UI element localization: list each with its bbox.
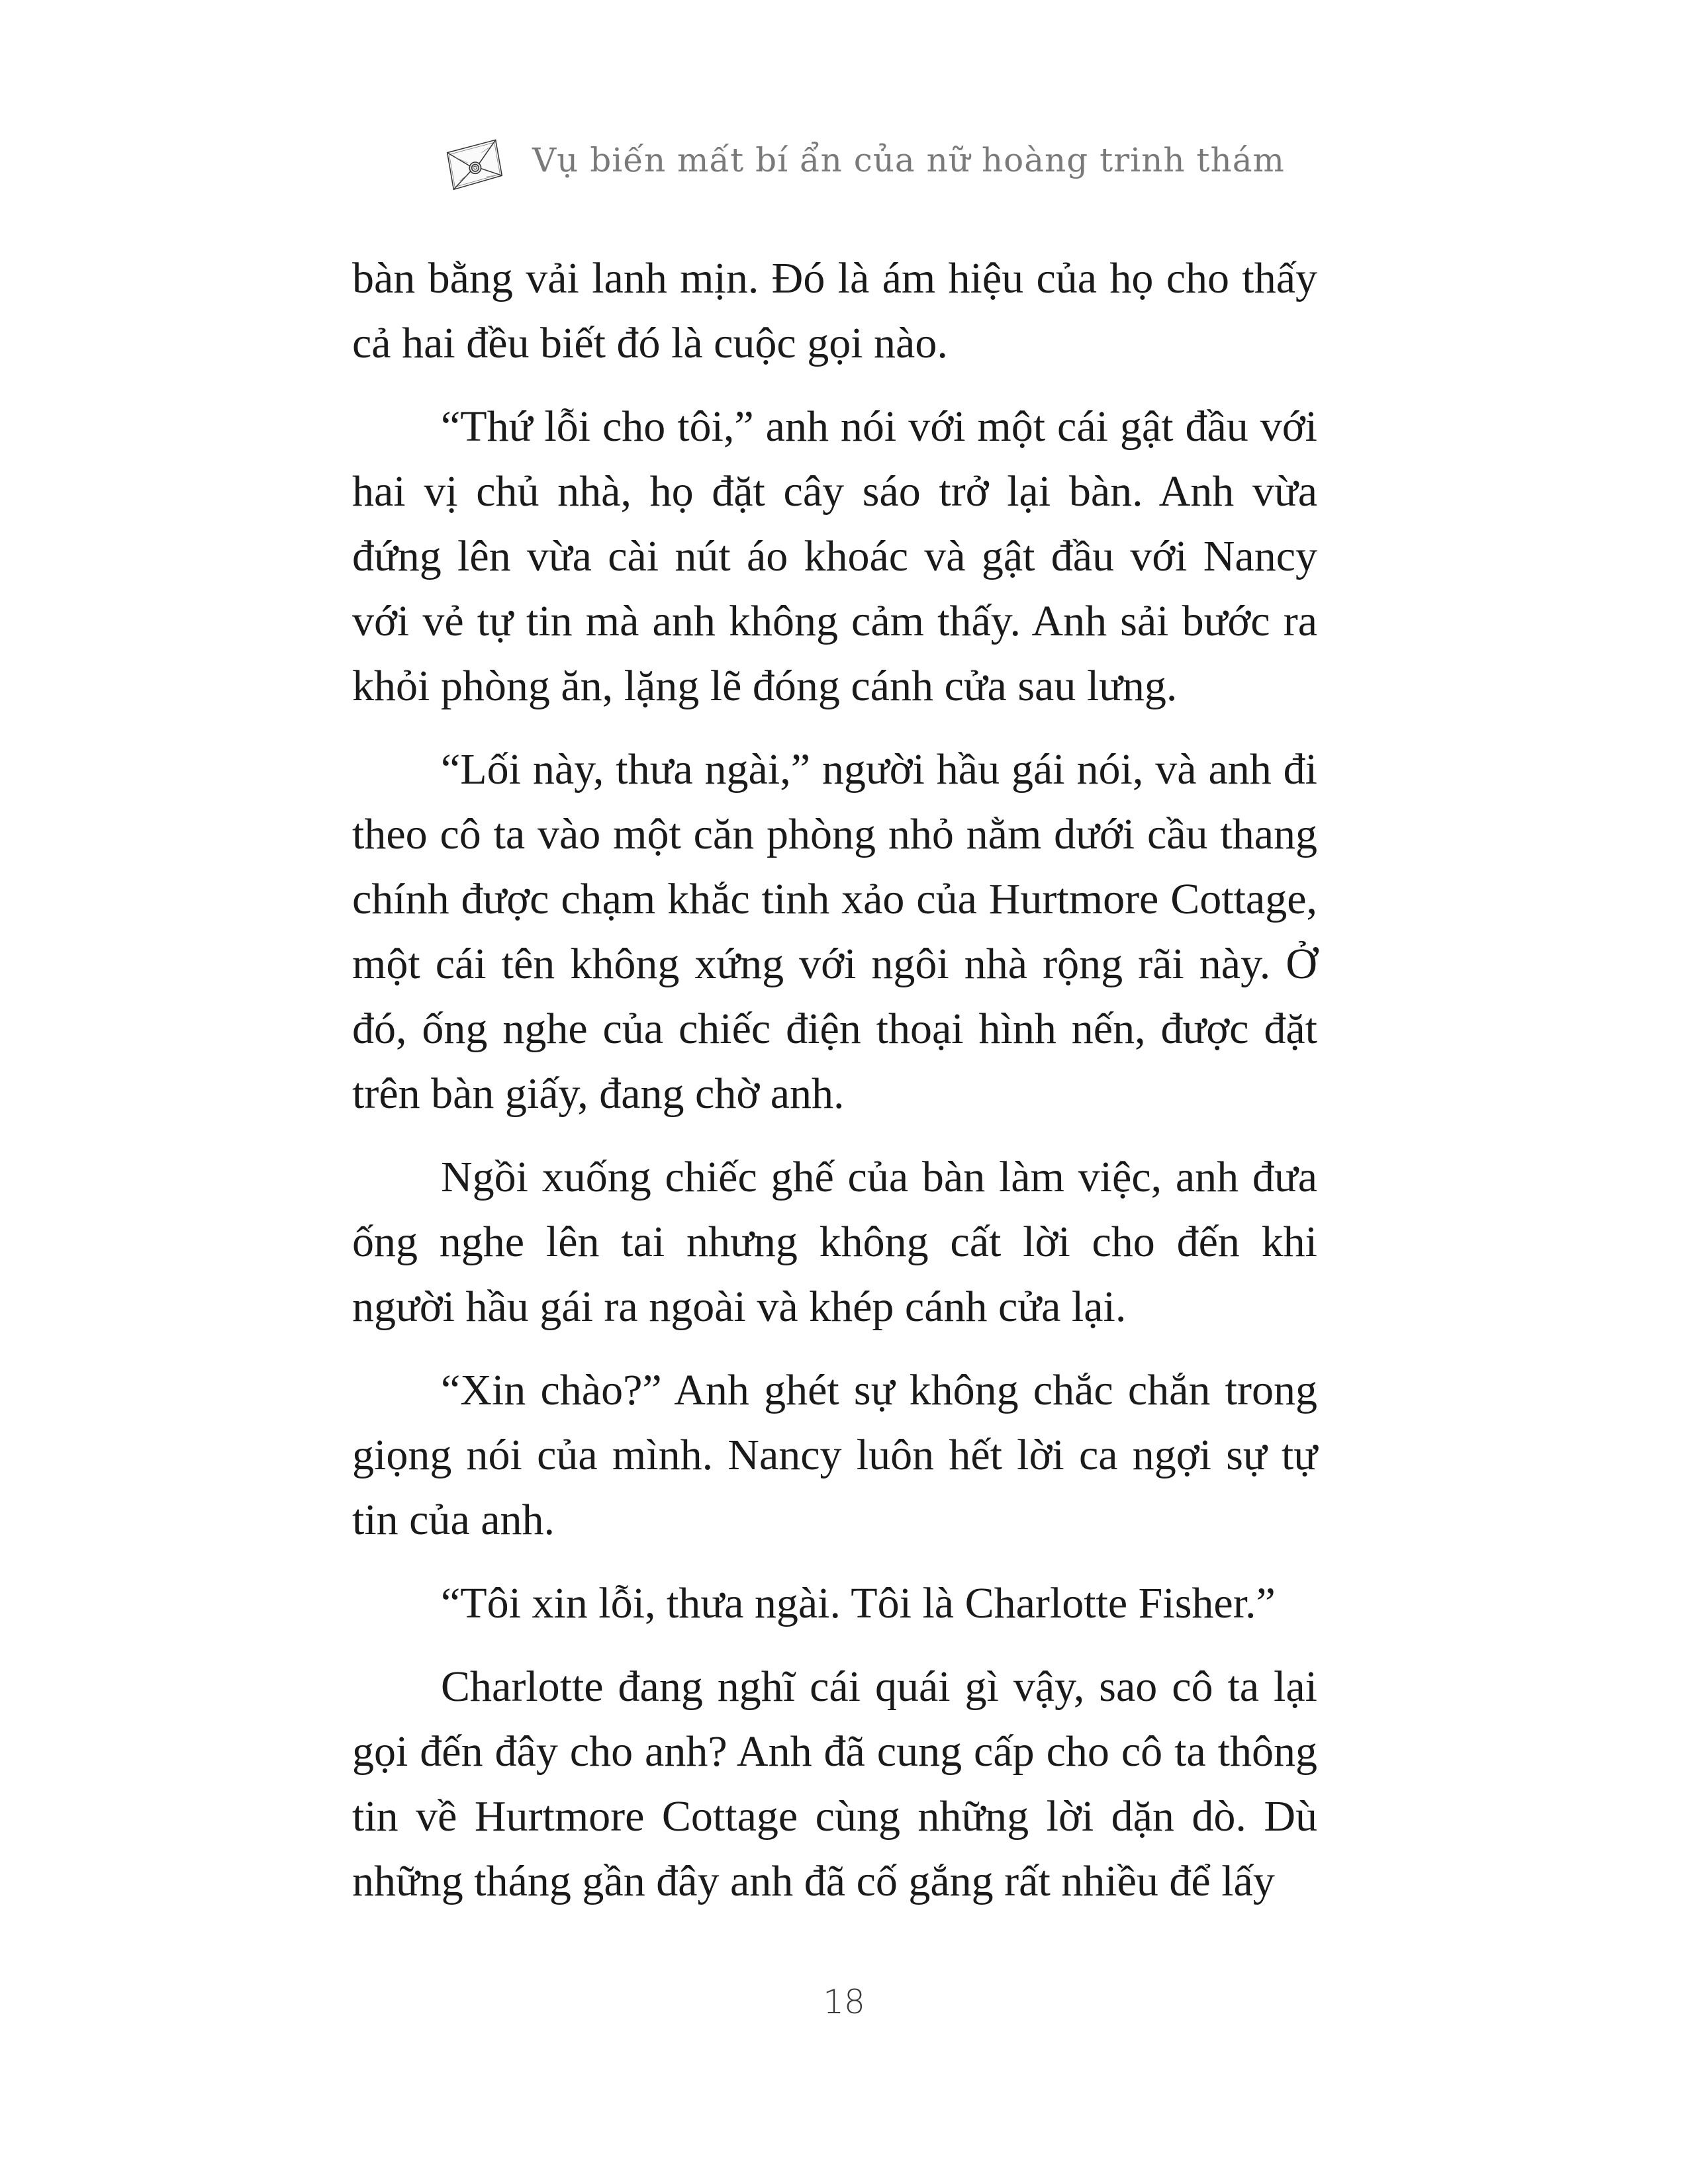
paragraph-6: “Tôi xin lỗi, thưa ngài. Tôi là Charlotte Fisher.” — [441, 1579, 1276, 1627]
paragraph-4: Ngồi xuống chiếc ghế của bàn làm việc, anh đưa ống nghe lên tai nhưng không cất lời cho đến khi người hầu gái ra ngoài và khép cánh cửa lại. — [352, 1153, 1317, 1331]
paragraph-7: Charlotte đang nghĩ cái quái gì vậy, sao cô ta lại gọi đến đây cho anh? Anh đã cung cấp cho cô ta thông tin về Hurtmore Cottage cùng những lời dặn dò. Dù những tháng gần đây anh đã cố gắng rất nhiều để lấy — [352, 1662, 1317, 1905]
body-text — [352, 246, 1317, 1933]
paragraph-1: bàn bằng vải lanh mịn. Đó là ám hiệu của họ cho thấy cả hai đều biết đó là cuộc gọi nào. — [352, 254, 1317, 367]
page-number: 18 — [823, 1983, 865, 2021]
paragraph-2: “Thứ lỗi cho tôi,” anh nói với một cái gật đầu với hai vị chủ nhà, họ đặt cây sáo trở lại bàn. Anh vừa đứng lên vừa cài nút áo khoác và gật đầu với Nancy với vẻ tự tin mà anh không cảm thấy. Anh sải bước ra khỏi phòng ăn, lặng lẽ đóng cánh cửa sau lưng. — [352, 402, 1317, 710]
paragraph-5: “Xin chào?” Anh ghét sự không chắc chắn trong giọng nói của mình. Nancy luôn hết lời ca ngợi sự tự tin của anh. — [352, 1366, 1317, 1544]
running-header — [442, 130, 1285, 196]
envelope-icon — [442, 131, 506, 195]
paragraph-3: “Lối này, thưa ngài,” người hầu gái nói, và anh đi theo cô ta vào một căn phòng nhỏ nằm dưới cầu thang chính được chạm khắc tinh xảo của Hurtmore Cottage, một cái tên không xứng với ngôi nhà rộng rãi này. Ở đó, ống nghe của chiếc điện thoại hình nến, được đặt trên bàn giấy, đang chờ anh. — [352, 745, 1317, 1118]
running-header-title: Vụ biến mất bí ẩn của nữ hoàng trinh thám — [532, 141, 1285, 179]
